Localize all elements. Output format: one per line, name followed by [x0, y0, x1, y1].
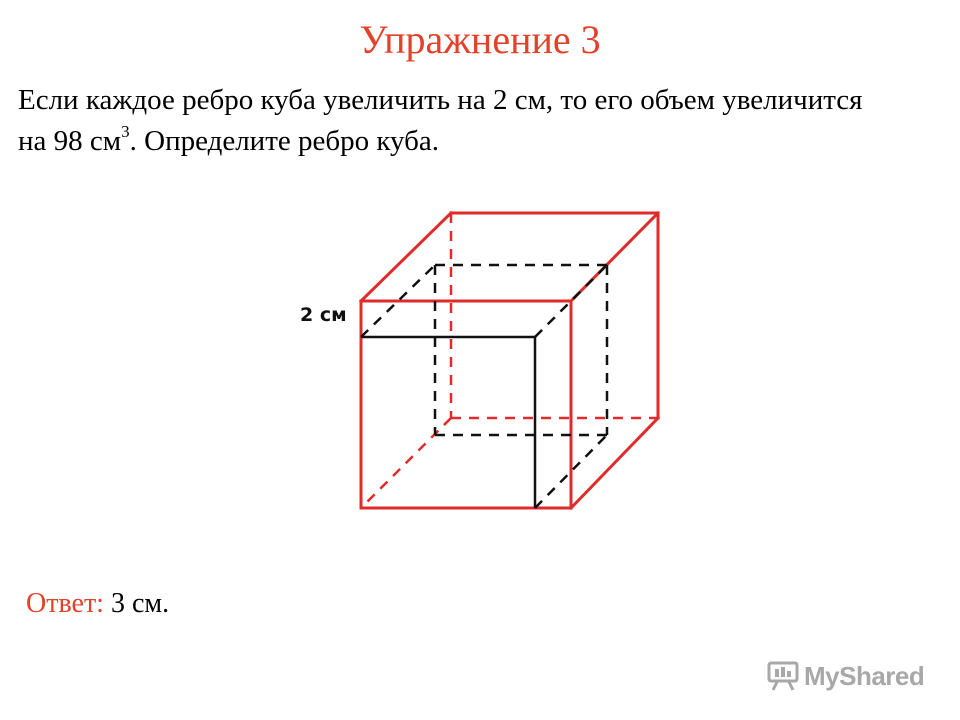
- cube-diagram: [290, 200, 670, 520]
- outer-hidden-depth: [361, 418, 451, 508]
- problem-line-1: Если каждое ребро куба увеличить на 2 см, то его объем увеличится: [18, 84, 863, 116]
- answer-label: Ответ:: [26, 588, 104, 619]
- watermark: [766, 656, 936, 696]
- problem-text: [18, 80, 953, 162]
- problem-line-2-end: . Определите ребро куба.: [129, 125, 440, 157]
- problem-line-2-start: на 98 см: [18, 125, 122, 157]
- presentation-board-icon: [766, 658, 800, 692]
- outer-depth-top-right: [571, 213, 658, 301]
- answer: [26, 586, 169, 622]
- outer-cube: [361, 213, 658, 508]
- slide-title: Упражнение 3: [359, 17, 601, 62]
- answer-value: 3 см.: [103, 588, 170, 619]
- edge-label: 2 см: [300, 304, 347, 326]
- outer-depth-bottom-right: [571, 418, 658, 508]
- cubic-exponent: 3: [121, 122, 130, 142]
- watermark-text: MyShared: [804, 661, 925, 691]
- outer-depth-top-left: [361, 213, 451, 301]
